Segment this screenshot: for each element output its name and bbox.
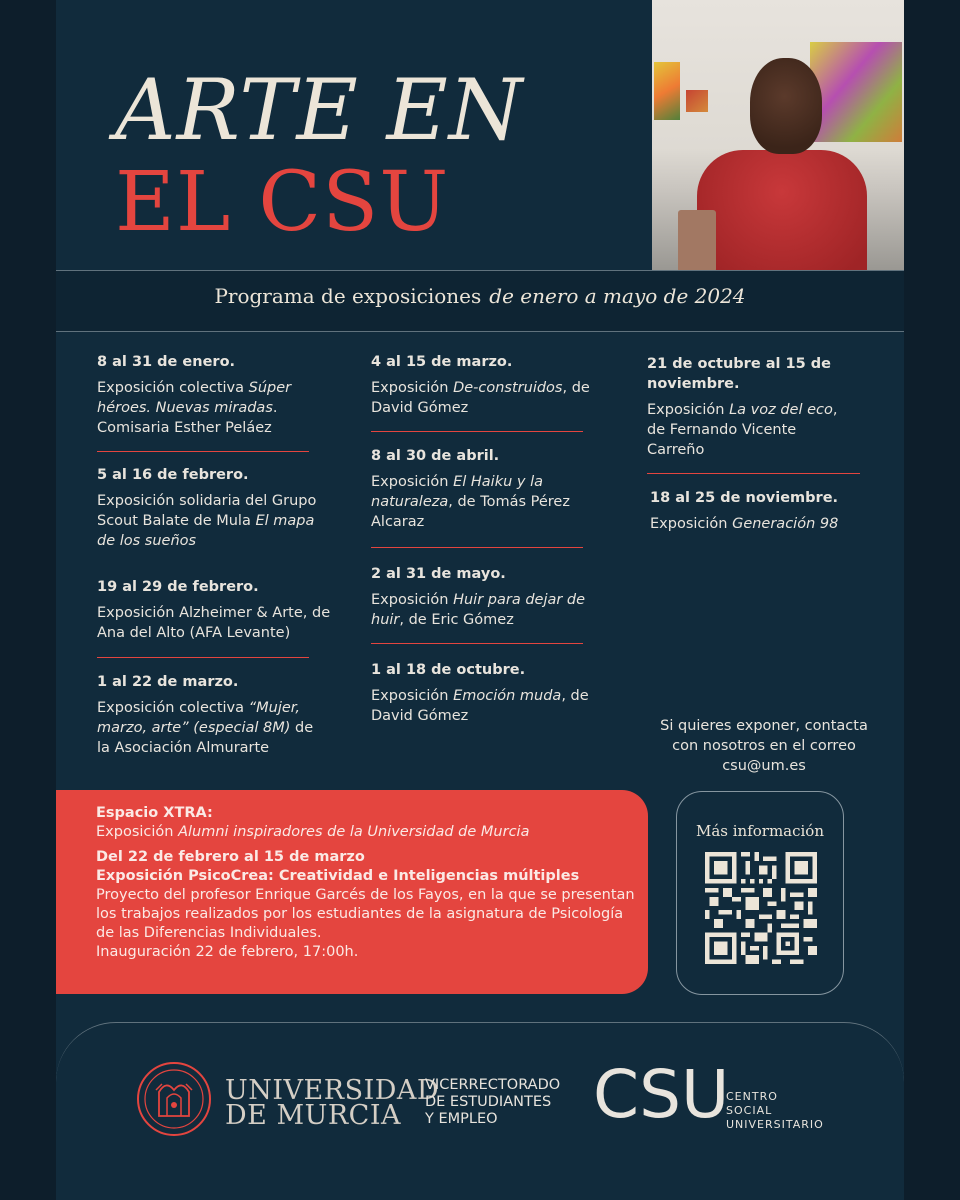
event-description xyxy=(647,400,857,460)
event-text: , de Tomás Pérez Alcaraz xyxy=(371,494,570,530)
program-band xyxy=(56,270,904,332)
event-text: Exposición xyxy=(647,402,730,418)
event-7 xyxy=(371,564,606,630)
event-title: De-construidos xyxy=(453,380,563,396)
vice-line-1: VICERRECTORADO xyxy=(425,1077,561,1093)
xtra-alumni-title: Alumni inspiradores de la Universidad de Murcia xyxy=(178,824,530,840)
xtra-expo: Exposición PsicoCrea: Creatividad e Inteligencias múltiples xyxy=(96,868,580,884)
event-1 xyxy=(97,352,312,438)
separator xyxy=(97,451,309,452)
xtra-desc: Proyecto del profesor Enrique Garcés de los Fayos, en la que se presentan los trabajos realizados por los estudiantes de la asignatura de Psicología de las Diferencias Individuales. xyxy=(96,887,635,941)
program-dates: de enero a mayo de 2024 xyxy=(489,284,746,308)
event-description xyxy=(371,590,606,630)
event-date: 8 al 30 de abril. xyxy=(371,448,500,464)
csu-logo: CSU xyxy=(593,1056,730,1133)
event-date: 5 al 16 de febrero. xyxy=(97,467,249,483)
painting-right xyxy=(810,42,902,142)
separator xyxy=(371,431,583,432)
event-description xyxy=(97,698,322,758)
csu-line-3: UNIVERSITARIO xyxy=(726,1118,824,1131)
qr-code-icon[interactable] xyxy=(705,852,817,964)
event-4 xyxy=(97,672,322,758)
event-description xyxy=(650,514,870,534)
event-title: El mapa de los sueños xyxy=(97,513,315,549)
event-10 xyxy=(650,488,870,534)
event-description xyxy=(371,472,601,532)
xtra-alumni xyxy=(96,823,636,842)
event-title: Súper héroes. Nuevas miradas xyxy=(97,380,292,416)
event-text: Exposición xyxy=(371,380,454,396)
program-title xyxy=(56,284,904,308)
event-text: de la Asociación Almurarte xyxy=(97,720,314,756)
event-text: Exposición xyxy=(371,688,454,704)
university-name-line-2: DE MURCIA xyxy=(225,1100,401,1131)
university-name-line-1: UNIVERSIDAD xyxy=(225,1075,440,1106)
event-8 xyxy=(371,660,601,726)
visitor-bag xyxy=(678,210,716,270)
event-text: , de Eric Gómez xyxy=(399,612,514,628)
event-text: Exposición colectiva xyxy=(97,700,249,716)
title-line-1: ARTE EN xyxy=(115,61,524,159)
event-description: Exposición Alzheimer & Arte, de Ana del Alto (AFA Levante) xyxy=(97,605,331,641)
event-date: 2 al 31 de mayo. xyxy=(371,566,506,582)
qr-title: Más información xyxy=(695,822,825,840)
event-text: , de Fernando Vicente Carreño xyxy=(647,402,838,458)
vice-line-3: Y EMPLEO xyxy=(425,1111,498,1127)
separator xyxy=(371,643,583,644)
vice-line-2: DE ESTUDIANTES xyxy=(425,1094,552,1110)
event-description xyxy=(371,686,601,726)
title-line-2: EL CSU xyxy=(115,155,450,250)
event-text: Exposición xyxy=(371,474,454,490)
xtra-heading: Espacio XTRA: xyxy=(96,805,213,821)
event-date: 4 al 15 de marzo. xyxy=(371,354,513,370)
event-description xyxy=(97,491,322,551)
xtra-dates: Del 22 de febrero al 15 de marzo xyxy=(96,849,365,865)
qr-box[interactable] xyxy=(676,791,844,995)
vicerrectorado-logo xyxy=(425,1077,560,1128)
event-date: 18 al 25 de noviembre. xyxy=(650,490,839,506)
university-seal-icon xyxy=(135,1060,213,1138)
gallery-photo xyxy=(652,0,904,270)
event-text: . Comisaria Esther Peláez xyxy=(97,400,278,436)
contact-text: Si quieres exponer, contacta con nosotros en el correo csu@um.es xyxy=(660,718,868,774)
event-9 xyxy=(647,354,857,460)
event-description xyxy=(371,378,601,418)
visitor-body xyxy=(697,150,867,270)
xtra-alumni-prefix: Exposición xyxy=(96,824,179,840)
csu-line-2: SOCIAL xyxy=(726,1104,773,1117)
painting-small xyxy=(686,90,708,112)
event-title: Huir para dejar de huir xyxy=(371,592,586,628)
csu-line-1: CENTRO xyxy=(726,1090,778,1103)
separator xyxy=(97,657,309,658)
event-title: La voz del eco xyxy=(729,402,833,418)
event-text: Exposición xyxy=(650,516,733,532)
event-text: Exposición solidaria del Grupo Scout Balate de Mula xyxy=(97,493,317,529)
event-date: 1 al 22 de marzo. xyxy=(97,674,239,690)
event-title: Emoción muda xyxy=(453,688,562,704)
xtra-opening: Inauguración 22 de febrero, 17:00h. xyxy=(96,944,359,960)
event-text: Exposición xyxy=(371,592,454,608)
event-date: 21 de octubre al 15 de noviembre. xyxy=(647,356,831,392)
event-text: Exposición colectiva xyxy=(97,380,249,396)
separator xyxy=(371,547,583,548)
event-2 xyxy=(97,465,322,551)
event-description xyxy=(97,378,312,438)
event-title: Generación 98 xyxy=(732,516,839,532)
painting-left xyxy=(654,62,680,120)
event-text: , de David Gómez xyxy=(371,380,590,416)
event-title: El Haiku y la naturaleza xyxy=(371,474,543,510)
event-5 xyxy=(371,352,601,418)
separator xyxy=(647,473,860,474)
event-date: 8 al 31 de enero. xyxy=(97,354,236,370)
event-text: , de David Gómez xyxy=(371,688,589,724)
program-main: Programa de exposiciones xyxy=(214,284,482,308)
event-date: 1 al 18 de octubre. xyxy=(371,662,526,678)
event-title: “Mujer, marzo, arte” (especial 8M) xyxy=(97,700,301,736)
csu-subtitle xyxy=(726,1090,824,1132)
event-6 xyxy=(371,446,601,532)
event-date: 19 al 29 de febrero. xyxy=(97,579,259,595)
visitor-head xyxy=(750,58,822,154)
event-3 xyxy=(97,577,337,643)
xtra-box xyxy=(56,790,648,994)
